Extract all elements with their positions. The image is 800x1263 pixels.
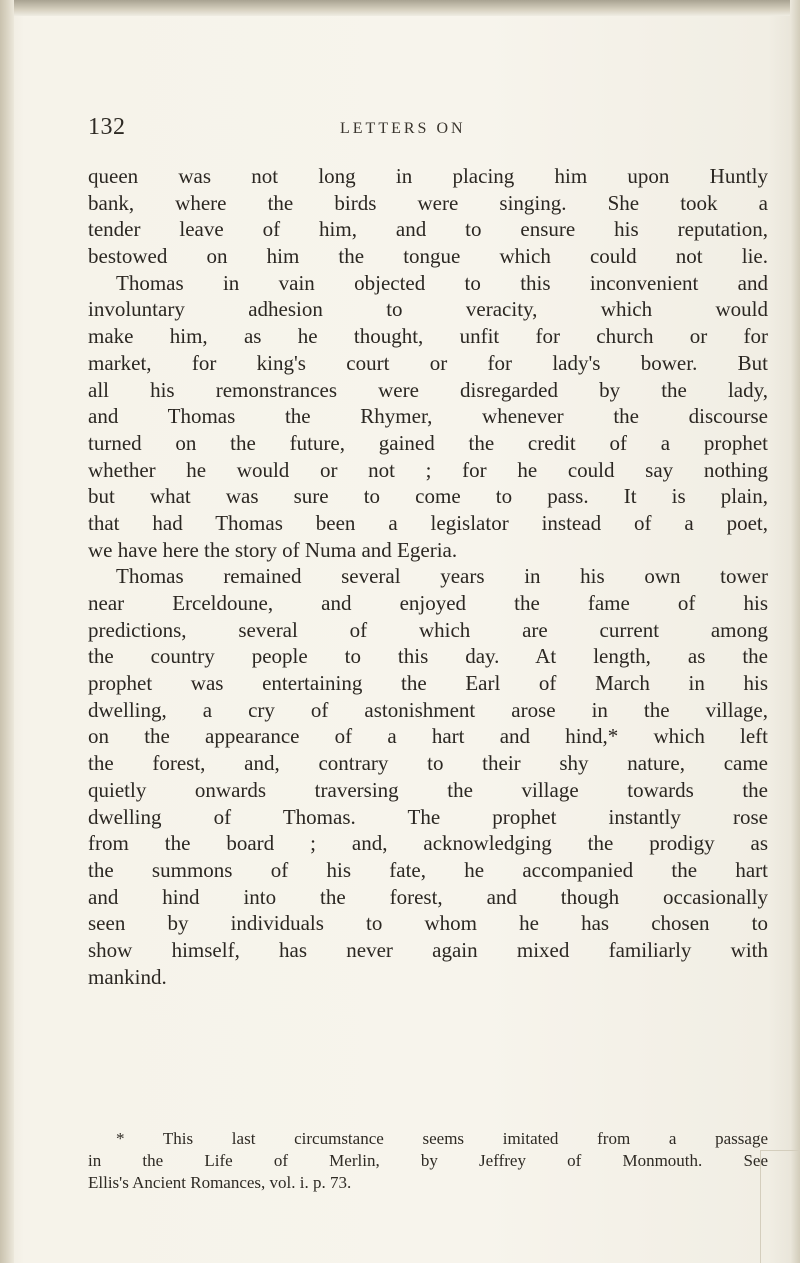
- body-line: involuntary adhesion to veracity, which would: [88, 297, 768, 322]
- body-line: queen was not long in placing him upon Huntly: [88, 164, 768, 188]
- body-line: the summons of his fate, he accompanied the hart: [88, 857, 768, 882]
- page-right-edge: [790, 0, 800, 1263]
- body-line: whether he would or not ; for he could say nothing: [88, 457, 768, 482]
- body-line: bestowed on him the tongue which could not lie.: [88, 244, 768, 269]
- page-top-edge: [0, 0, 800, 16]
- body-line: dwelling, a cry of astonishment arose in the village,: [88, 697, 768, 722]
- body-line: on the appearance of a hart and hind,* which left: [88, 724, 768, 749]
- body-line: all his remonstrances were disregarded by the lady,: [88, 377, 768, 402]
- body-line: from the board ; and, acknowledging the prodigy as: [88, 831, 768, 856]
- body-line: the forest, and, contrary to their shy nature, came: [88, 751, 768, 776]
- footnote-line: * This last circumstance seems imitated from a passage: [116, 1129, 768, 1148]
- body-line: and Thomas the Rhymer, whenever the discourse: [88, 404, 768, 429]
- body-line: show himself, has never again mixed familiarly with: [88, 937, 768, 962]
- body-line: but what was sure to come to pass. It is plain,: [88, 484, 768, 509]
- body-line: predictions, several of which are current among: [88, 617, 768, 642]
- body-line: market, for king's court or for lady's bower. But: [88, 350, 768, 375]
- body-line: quietly onwards traversing the village towards the: [88, 777, 768, 802]
- page-binding-edge: [0, 0, 14, 1263]
- body-line: Thomas remained several years in his own tower: [116, 564, 768, 589]
- footnote: [88, 1128, 768, 1194]
- body-line: and hind into the forest, and though occasionally: [88, 884, 768, 909]
- body-line: Thomas in vain objected to this inconvenient and: [116, 270, 768, 295]
- body-line: dwelling of Thomas. The prophet instantly rose: [88, 804, 768, 829]
- body-line: bank, where the birds were singing. She took a: [88, 190, 768, 215]
- body-line: we have here the story of Numa and Egeria.: [88, 537, 458, 562]
- body-line: tender leave of him, and to ensure his reputation,: [88, 217, 768, 242]
- body-line: seen by individuals to whom he has chosen to: [88, 911, 768, 936]
- body-line: prophet was entertaining the Earl of March in his: [88, 671, 768, 696]
- body-line: mankind.: [88, 964, 167, 989]
- body-line: make him, as he thought, unfit for church or for: [88, 324, 768, 349]
- footnote-line: Ellis's Ancient Romances, vol. i. p. 73.: [88, 1173, 352, 1192]
- body-text: [88, 163, 768, 990]
- page-number: 132: [88, 114, 126, 140]
- running-head: LETTERS ON: [340, 120, 466, 137]
- body-line: near Erceldoune, and enjoyed the fame of his: [88, 591, 768, 615]
- body-line: that had Thomas been a legislator instead of a poet,: [88, 510, 768, 535]
- body-line: the country people to this day. At length, as the: [88, 644, 768, 669]
- body-line: turned on the future, gained the credit of a prophet: [88, 430, 768, 455]
- footnote-line: in the Life of Merlin, by Jeffrey of Monmouth. See: [88, 1151, 768, 1170]
